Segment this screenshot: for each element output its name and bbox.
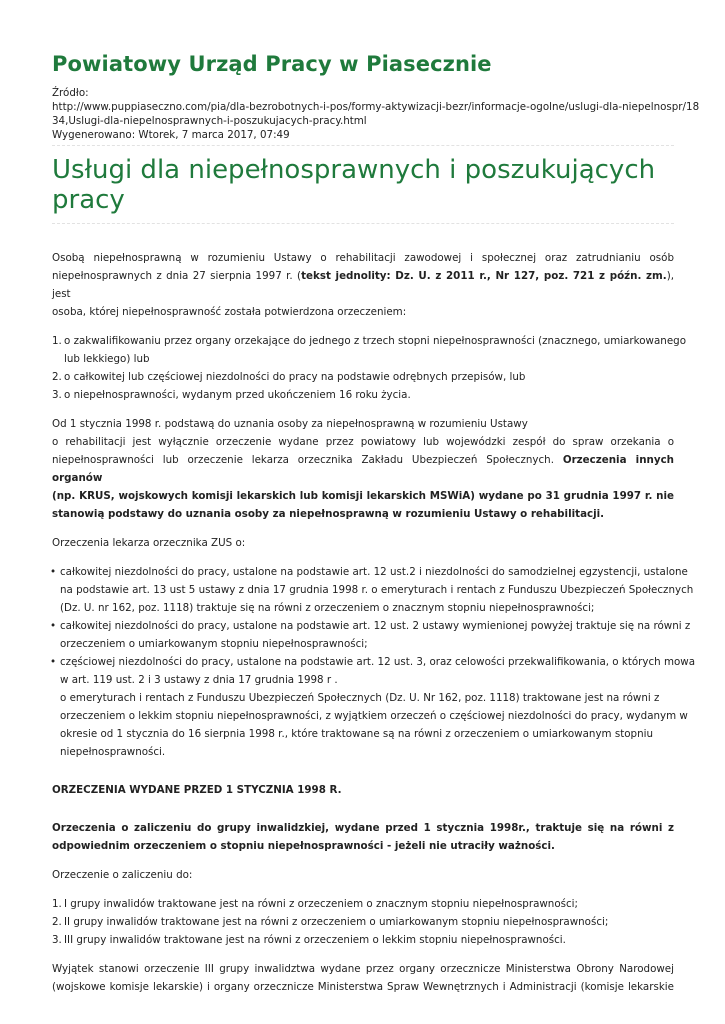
list-item [50, 563, 694, 617]
list-item [50, 653, 696, 761]
section-heading [52, 781, 674, 799]
source-url-line-2: 34,Uslugi-dla-niepelnosprawnych-i-poszukujacych-pracy.html [52, 115, 367, 127]
list-item-number: 1. [52, 335, 62, 347]
list-item-text: orzeczeniem o umiarkowanym stopniu niepełnosprawności; [60, 638, 368, 650]
exception-line-1: Wyjątek stanowi orzeczenie III grupy inwalidztwa wydane przez organy orzecznicze Ministerstwa Obrony Narodowej [52, 963, 674, 975]
basis-paragraph [52, 415, 674, 523]
list-item-text: III grupy inwalidów traktowane jest na równi z orzeczeniem o lekkim stopniu niepełnosprawności. [64, 934, 566, 946]
list-item [52, 386, 674, 404]
bullet-icon: • [50, 620, 57, 632]
divider-top [52, 145, 674, 146]
section-heading-text: ORZECZENIA WYDANE PRZED 1 STYCZNIA 1998 R. [52, 784, 342, 796]
list-item-text: w art. 119 ust. 2 i 3 ustawy z dnia 17 grudnia 1998 r . [60, 674, 338, 686]
intro-paragraph [52, 249, 674, 321]
basis-line-3a: niepełnosprawności lub orzeczenie lekarza orzecznika Zakładu Ubezpieczeń Społecznych. [52, 454, 563, 466]
intro-line-2a: niepełnosprawnych z dnia 27 sierpnia 1997 r. ( [52, 270, 302, 282]
list-item [52, 332, 686, 368]
list-item-text: (Dz. U. nr 162, poz. 1118) traktuje się na równi z orzeczeniem o znacznym stopniu niepełnosprawności; [60, 602, 595, 614]
basis-line-4: (np. KRUS, wojskowych komisji lekarskich lub komisji lekarskich MSWiA) wydane po 31 grudnia 1997 r. nie [52, 490, 674, 502]
list-item-text: niepełnosprawności. [60, 746, 166, 758]
groups-list [52, 895, 674, 949]
bullet-icon: • [50, 566, 57, 578]
divider-title [52, 223, 674, 224]
bullet-icon: • [50, 656, 57, 668]
basis-line-2: o rehabilitacji jest wyłącznie orzeczenie wydane przez powiatowy lub wojewódzki zespół do spraw orzekania o [52, 436, 674, 448]
list-item-text: o zakwalifikowaniu przez organy orzekające do jednego z trzech stopni niepełnosprawności (znacznego, umiarkowanego [64, 335, 686, 347]
zus-list [50, 563, 696, 761]
basis-line-5: stanowią podstawy do uznania osoby za niepełnosprawną w rozumieniu Ustawy o rehabilitacji. [52, 508, 605, 520]
generated-date: Wygenerowano: Wtorek, 7 marca 2017, 07:49 [52, 129, 290, 141]
list-item [52, 931, 674, 949]
list-item-number: 2. [52, 916, 62, 928]
list-item-text: lub lekkiego) lub [64, 353, 150, 365]
document-title-line-1: Usługi dla niepełnosprawnych i poszukujących [52, 155, 656, 185]
list-item-number: 1. [52, 898, 62, 910]
exception-line-2: (wojskowe komisje lekarskie) i organy orzecznicze Ministerstwa Spraw Wewnętrznych i Administracji (komisje lekarskie [52, 981, 674, 993]
list-item [50, 617, 691, 653]
list-item [52, 895, 674, 913]
list-item-number: 3. [52, 934, 62, 946]
list-item-number: 3. [52, 389, 62, 401]
source-label: Źródło: [52, 87, 89, 99]
list-item-text: o całkowitej lub częściowej niezdolności do pracy na podstawie odrębnych przepisów, lub [64, 371, 526, 383]
list-item-text: II grupy inwalidów traktowane jest na równi z orzeczeniem o umiarkowanym stopniu niepełnosprawności; [64, 916, 609, 928]
list-item-text: całkowitej niezdolności do pracy, ustalone na podstawie art. 12 ust. 2 ustawy wymienionej powyżej traktuje się na równi z [60, 620, 691, 632]
criteria-list [52, 332, 686, 404]
basis-line-3b: Orzeczenia innych organów [52, 454, 675, 484]
list-item-text: na podstawie art. 13 ust 5 ustawy z dnia 17 grudnia 1998 r. o emeryturach i rentach z Funduszu Ubezpieczeń Społecznych [60, 584, 694, 596]
document-title [52, 155, 674, 215]
intro-legal-reference: tekst jednolity: Dz. U. z 2011 r., Nr 127, poz. 721 z późn. zm. [301, 270, 667, 282]
list-item-text: o emeryturach i rentach z Funduszu Ubezpieczeń Społecznych (Dz. U. Nr 162, poz. 1118) traktowane jest na równi z [60, 692, 660, 704]
list-item [52, 913, 674, 931]
basis-line-1: Od 1 stycznia 1998 r. podstawą do uznania osoby za niepełnosprawną w rozumieniu Ustawy [52, 418, 528, 430]
list-item-text: orzeczeniem o lekkim stopniu niepełnosprawności, z wyjątkiem orzeczeń o częściowej niezdolności do pracy, wydanym w [60, 710, 688, 722]
list-item [52, 368, 674, 386]
site-title: Powiatowy Urząd Pracy w Piasecznie [52, 52, 492, 76]
list-item-text: częściowej niezdolności do pracy, ustalone na podstawie art. 12 ust. 3, oraz celowości przekwalifikowania, o których mowa [60, 656, 696, 668]
zaliczenie-heading: Orzeczenie o zaliczeniu do: [52, 869, 193, 881]
group-equivalence-line-1: Orzeczenia o zaliczeniu do grupy inwalidzkiej, wydane przed 1 stycznia 1998r., traktuje się na równi z [52, 822, 674, 834]
intro-line-2c: ), jest [52, 270, 674, 300]
group-equivalence-line-2: odpowiednim orzeczeniem o stopniu niepełnosprawności - jeżeli nie utraciły ważności. [52, 840, 555, 852]
zus-heading: Orzeczenia lekarza orzecznika ZUS o: [52, 537, 246, 549]
intro-line-3: osoba, której niepełnosprawność została potwierdzona orzeczeniem: [52, 306, 407, 318]
source-meta [52, 86, 700, 142]
document-title-line-2: pracy [52, 185, 125, 215]
list-item-text: I grupy inwalidów traktowane jest na równi z orzeczeniem o znacznym stopniu niepełnosprawności; [64, 898, 578, 910]
list-item-text: całkowitej niezdolności do pracy, ustalone na podstawie art. 12 ust.2 i niezdolności do samodzielnej egzystencji, ustalone [60, 566, 688, 578]
article-body [50, 249, 696, 996]
list-item-text: o niepełnosprawności, wydanym przed ukończeniem 16 roku życia. [64, 389, 411, 401]
intro-line-1: Osobą niepełnosprawną w rozumieniu Ustawy o rehabilitacji zawodowej i społecznej oraz zatrudnianiu osób [52, 252, 674, 264]
list-item-text: okresie od 1 stycznia do 16 sierpnia 1998 r., które traktowane są na równi z orzeczeniem o umiarkowanym stopniu [60, 728, 653, 740]
group-equivalence-paragraph [52, 819, 674, 855]
exception-paragraph [52, 960, 674, 996]
basis-line-3 [52, 451, 674, 487]
list-item-number: 2. [52, 371, 62, 383]
source-url-line-1: http://www.puppiaseczno.com/pia/dla-bezrobotnych-i-pos/formy-aktywizacji-bezr/informacje-ogolne/uslugi-dla-niepelnospr/18 [52, 101, 700, 113]
